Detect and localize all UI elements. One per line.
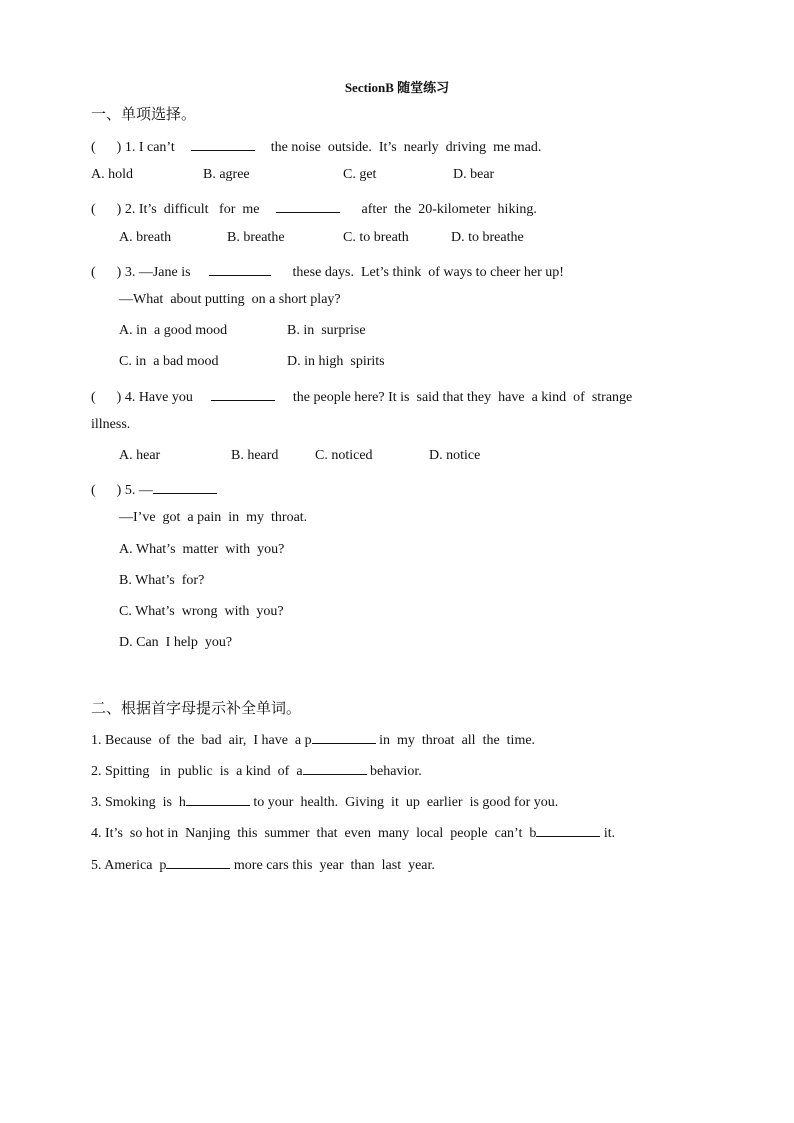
fill-sentence-4: [91, 822, 615, 842]
q1-option-c: C. get: [343, 167, 377, 182]
fill-sentence-4-post: it.: [600, 826, 616, 841]
fill-sentence-3-post: to your health. Giving it up earlier is good for you.: [249, 795, 559, 810]
fill-blank-2[interactable]: [303, 760, 367, 775]
q1-option-a: A. hold: [91, 167, 133, 182]
question-2-text-post: after the 20-kilometer hiking.: [361, 202, 537, 217]
q3-option-a: A. in a good mood: [119, 323, 228, 338]
question-3-blank[interactable]: [209, 261, 271, 276]
question-4-blank[interactable]: [211, 386, 275, 401]
q5-option-d: D. Can I help you?: [119, 635, 233, 650]
q4-option-b: B. heard: [231, 448, 279, 463]
question-5-stem: [91, 479, 217, 499]
fill-sentence-5: [91, 854, 435, 874]
question-4-stem: [91, 386, 632, 406]
fill-sentence-1-pre: 1. Because of the bad air, I have a p: [91, 733, 312, 748]
fill-blank-3[interactable]: [186, 791, 250, 806]
question-3-text: ( ) 3. —Jane is: [91, 265, 191, 280]
q3-option-b: B. in surprise: [287, 323, 366, 338]
question-2-stem: [91, 198, 537, 218]
question-4-text-post: the people here? It is said that they have a kind of strange: [292, 390, 633, 405]
fill-sentence-1: [91, 729, 535, 749]
q2-option-d: D. to breathe: [451, 230, 524, 245]
question-5-blank[interactable]: [153, 479, 217, 494]
fill-sentence-5-post: more cars this year than last year.: [230, 858, 435, 873]
fill-sentence-5-pre: 5. America p: [91, 858, 167, 873]
fill-blank-5[interactable]: [166, 854, 230, 869]
q1-option-b: B. agree: [203, 167, 250, 182]
section1-heading: 一、单项选择。: [91, 105, 197, 123]
q2-option-b: B. breathe: [227, 230, 285, 245]
fill-sentence-2-pre: 2. Spitting in public is a kind of a: [91, 764, 303, 779]
page-title: SectionB 随堂练习: [344, 80, 450, 95]
fill-sentence-3: [91, 791, 558, 811]
fill-sentence-1-post: in my throat all the time.: [375, 733, 536, 748]
question-4-text: ( ) 4. Have you: [91, 390, 193, 405]
question-2-text: ( ) 2. It’s difficult for me: [91, 202, 260, 217]
q2-option-a: A. breath: [119, 230, 172, 245]
q1-option-d: D. bear: [453, 167, 495, 182]
q5-option-a: A. What’s matter with you?: [119, 542, 285, 557]
question-3-stem: [91, 261, 564, 281]
fill-sentence-3-pre: 3. Smoking is h: [91, 795, 186, 810]
q5-option-c: C. What’s wrong with you?: [119, 604, 284, 619]
q4-option-d: D. notice: [429, 448, 481, 463]
q4-option-c: C. noticed: [315, 448, 373, 463]
question-1-text-post: the noise outside. It’s nearly driving me mad.: [270, 140, 542, 155]
question-5-text: ( ) 5. —: [91, 483, 153, 498]
question-5-reply: —I’ve got a pain in my throat.: [119, 510, 308, 525]
question-2-blank[interactable]: [276, 198, 340, 213]
question-1-text: ( ) 1. I can’t: [91, 140, 175, 155]
fill-sentence-2-post: behavior.: [366, 764, 422, 779]
question-3-text-post: these days. Let’s think of ways to cheer her up!: [292, 265, 564, 280]
question-4-continuation: illness.: [91, 417, 131, 432]
q3-option-c: C. in a bad mood: [119, 354, 219, 369]
fill-sentence-4-pre: 4. It’s so hot in Nanjing this summer that even many local people can’t b: [91, 826, 537, 841]
fill-sentence-2: [91, 760, 422, 780]
question-1-stem: [91, 136, 541, 156]
q3-option-d: D. in high spirits: [287, 354, 385, 369]
fill-blank-1[interactable]: [312, 729, 376, 744]
section2-heading: 二、根据首字母提示补全单词。: [91, 699, 302, 717]
question-3-reply: —What about putting on a short play?: [119, 292, 341, 307]
q2-option-c: C. to breath: [343, 230, 409, 245]
question-1-blank[interactable]: [191, 136, 255, 151]
q4-option-a: A. hear: [119, 448, 161, 463]
q5-option-b: B. What’s for?: [119, 573, 205, 588]
fill-blank-4[interactable]: [536, 822, 600, 837]
